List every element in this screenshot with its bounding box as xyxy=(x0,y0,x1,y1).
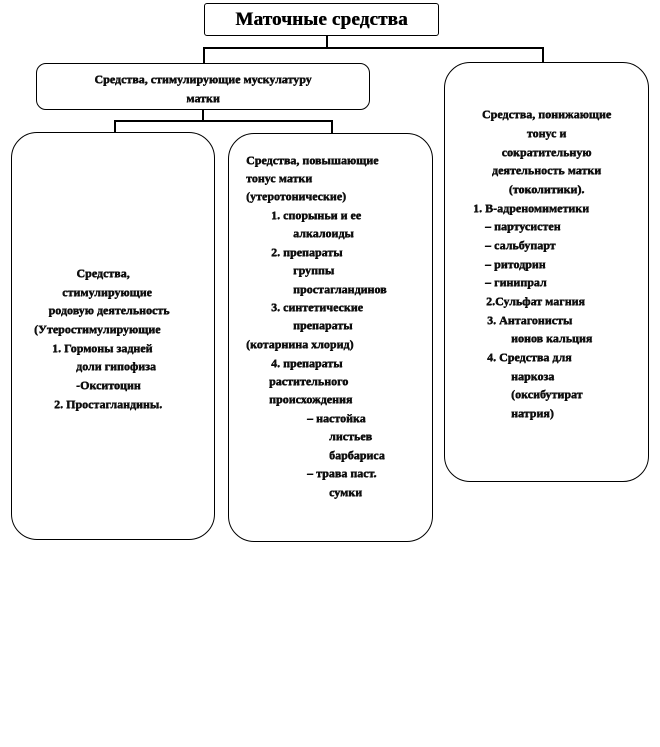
right-line-5: (токолитики). xyxy=(508,182,585,196)
middle-line-19: сумки xyxy=(329,485,363,499)
right-line-1: Средства, понижающие xyxy=(481,107,612,121)
right-line-7: – партусистен xyxy=(485,219,561,233)
stimulating-title-line-2: матки xyxy=(186,91,220,105)
right-line-17: натрия) xyxy=(511,406,554,420)
right-line-11: 2.Сульфат магния xyxy=(486,294,585,308)
middle-line-10: препараты xyxy=(293,318,353,332)
left-line-8: 2. Простагландины. xyxy=(54,397,163,411)
left-line-1: Средства, xyxy=(76,266,130,280)
connector-top-horizontal xyxy=(203,47,544,49)
stimulating-box xyxy=(36,63,370,110)
right-line-10: – гинипрал xyxy=(485,275,547,289)
middle-line-8: простагландинов xyxy=(293,282,387,296)
left-line-7: -Окситоцин xyxy=(76,378,141,392)
stimulating-title-line-1: Средства, стимулирующие мускулатуру xyxy=(94,72,312,86)
left-line-3: родовую деятельность xyxy=(48,303,170,317)
middle-line-9: 3. синтетические xyxy=(271,300,363,314)
right-line-15: наркоза xyxy=(511,369,555,383)
middle-line-2: тонус матки xyxy=(246,171,313,185)
right-line-8: – сальбупарт xyxy=(485,238,556,252)
middle-line-5: алкалоиды xyxy=(293,226,354,240)
right-line-13: ионов кальция xyxy=(511,331,593,345)
middle-line-7: группы xyxy=(293,263,335,277)
right-line-2: тонус и xyxy=(526,126,567,140)
left-line-4: (Утеростимулирующие xyxy=(34,322,161,336)
uterostimulating-box xyxy=(11,132,215,540)
uterotonic-box xyxy=(228,133,433,542)
middle-line-15: – настойка xyxy=(307,411,366,425)
middle-line-12: 4. препараты xyxy=(271,356,343,370)
left-line-5: 1. Гормоны задней xyxy=(52,341,153,355)
title-box xyxy=(204,3,439,36)
middle-line-1: Средства, повышающие xyxy=(246,153,379,167)
right-line-3: сократительную xyxy=(501,145,592,159)
right-line-12: 3. Антагонисты xyxy=(487,313,573,327)
connector-to-stimulating xyxy=(203,47,205,64)
middle-line-3: (утеротонические) xyxy=(246,189,347,203)
middle-line-6: 2. препараты xyxy=(271,245,343,259)
middle-line-4: 1. спорыньи и ее xyxy=(271,208,362,222)
right-line-4: деятельность матки xyxy=(491,163,602,177)
left-line-2: стимулирующие xyxy=(62,285,152,299)
right-line-14: 4. Средства для xyxy=(487,350,572,364)
middle-line-18: – трава паст. xyxy=(307,466,377,480)
right-line-6: 1. В-адреномиметики xyxy=(473,201,589,215)
middle-line-16: листьев xyxy=(329,429,373,443)
middle-line-17: барбариса xyxy=(329,448,385,462)
diagram-title: Маточные средства xyxy=(235,9,408,30)
connector-to-middle-box xyxy=(331,120,333,134)
tocolytics-box xyxy=(444,62,649,482)
right-line-16: (оксибутират xyxy=(511,387,583,401)
left-line-6: доли гипофиза xyxy=(76,359,156,373)
middle-line-11: (котарнина хлорид) xyxy=(246,337,354,351)
right-line-9: – ритодрин xyxy=(485,257,546,271)
middle-line-13: растительного xyxy=(269,374,349,388)
middle-line-14: происхождения xyxy=(269,392,353,406)
connector-mid-horizontal xyxy=(114,120,333,122)
connector-to-right-box xyxy=(542,47,544,63)
